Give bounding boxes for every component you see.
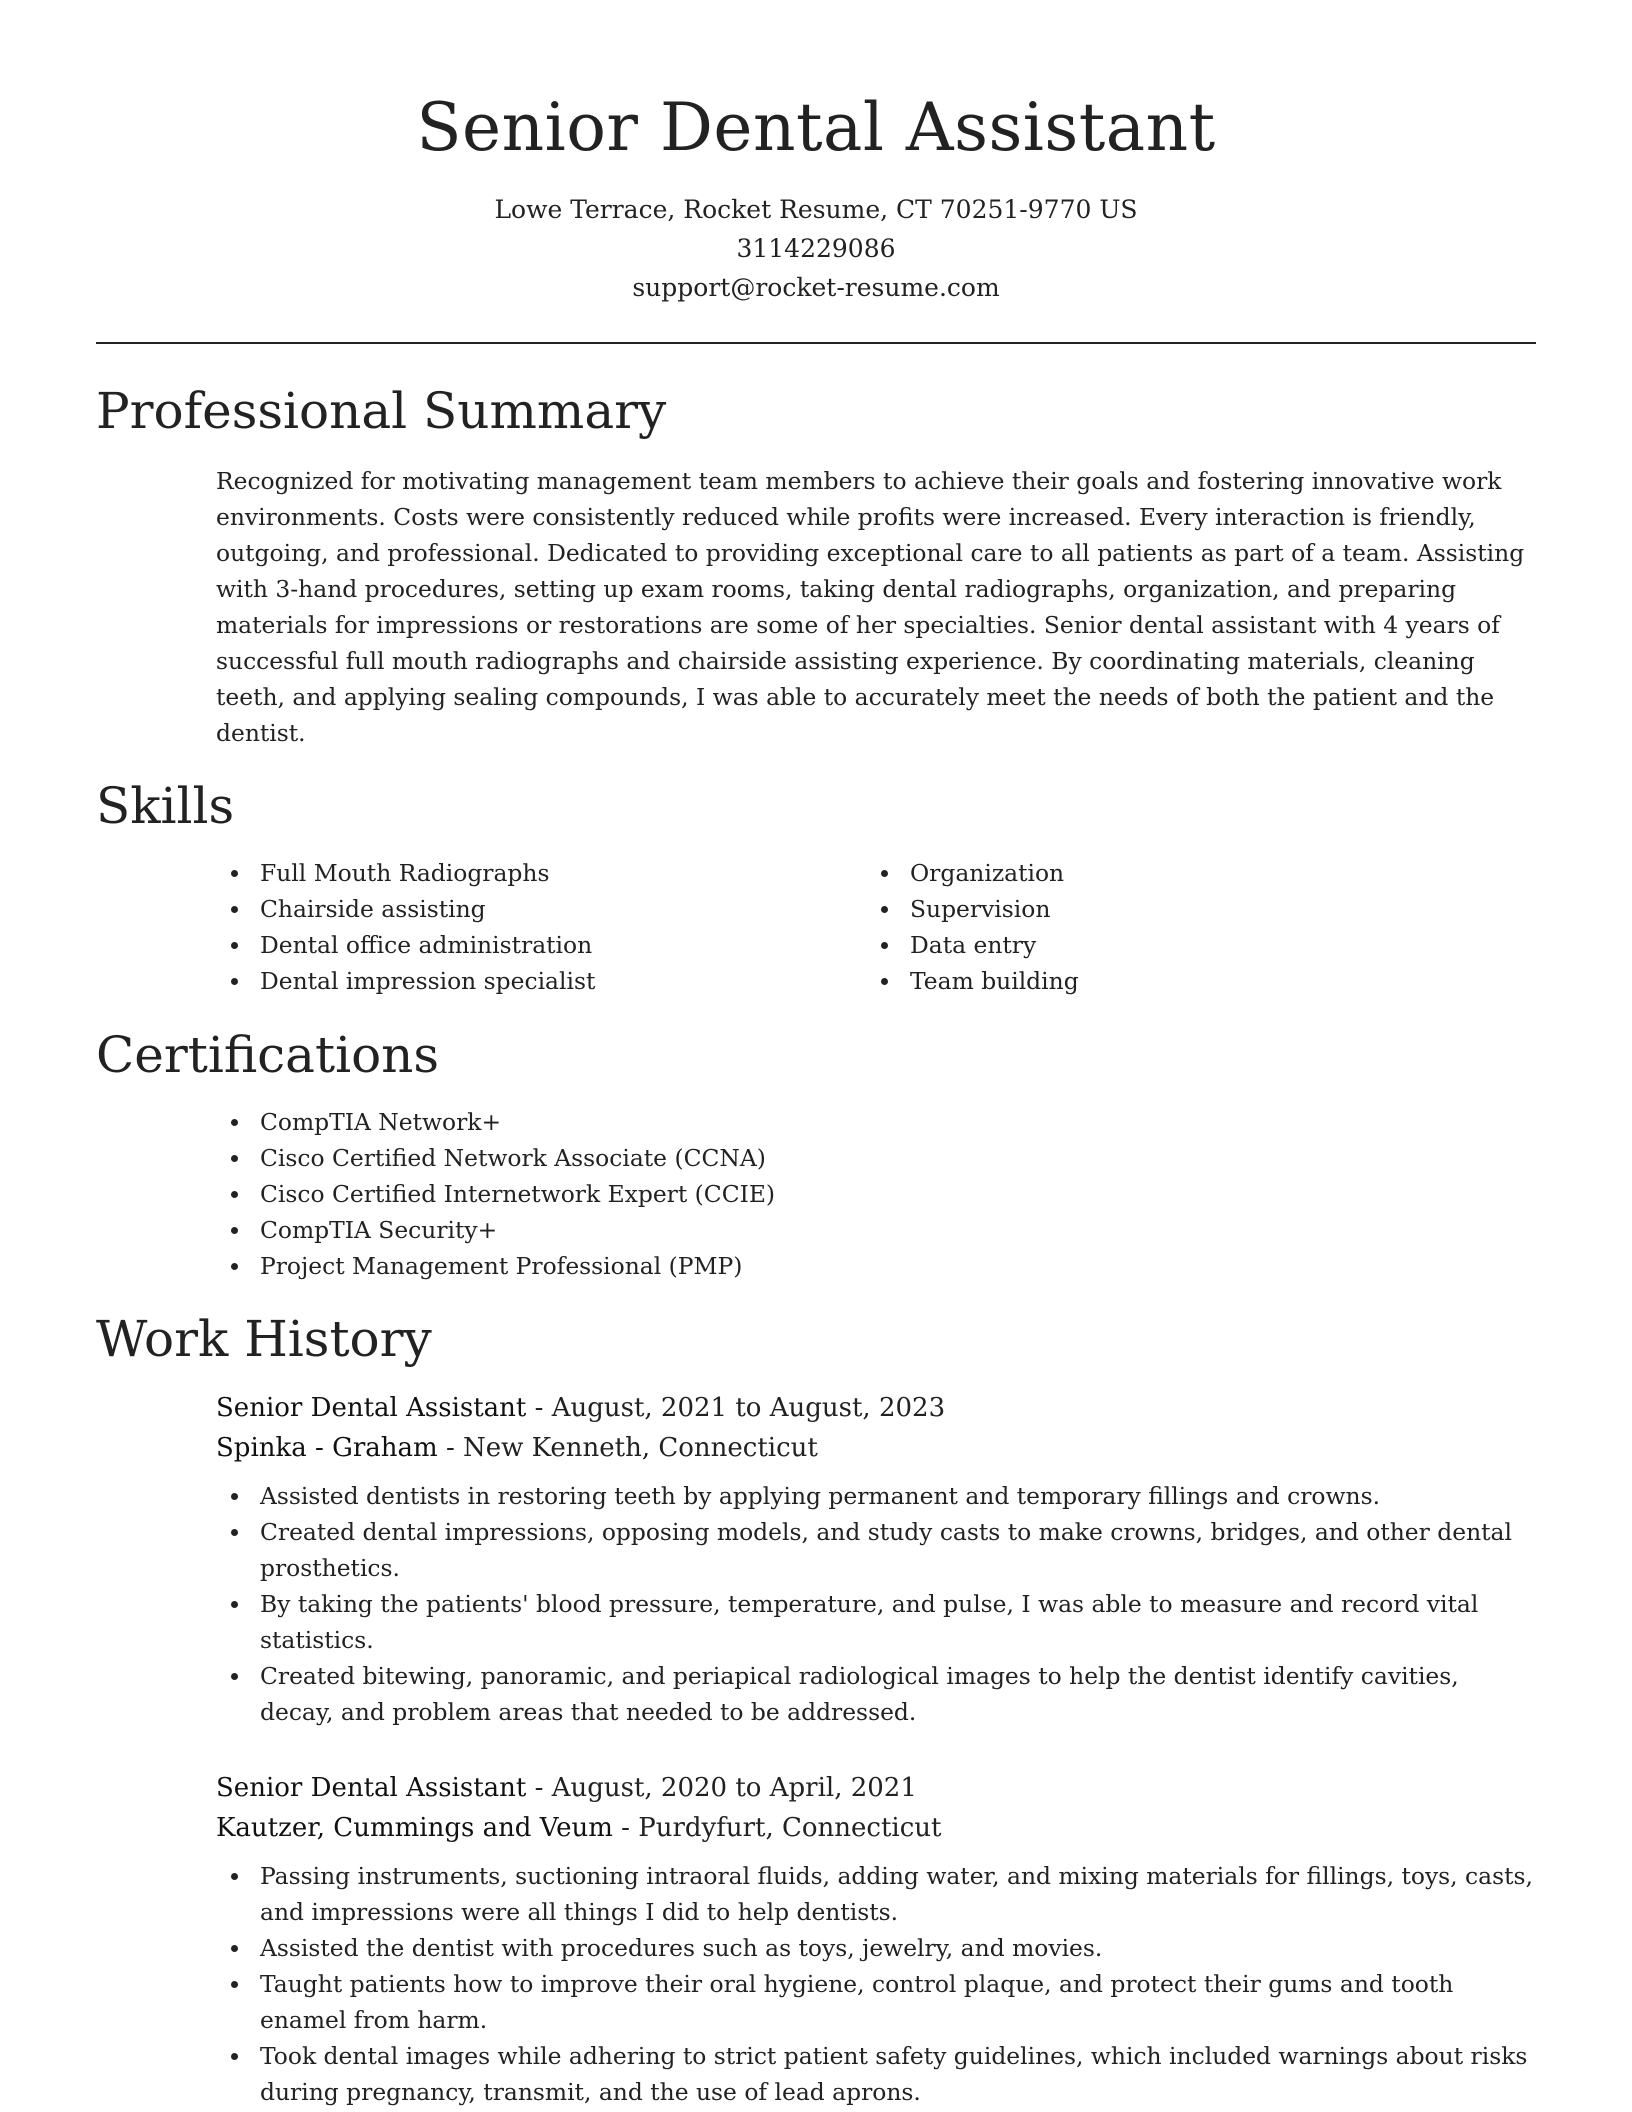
skill-item: Full Mouth Radiographs [216,855,816,891]
job-duty: Created dental impressions, opposing models, and study casts to make crowns, bridges, and other dental prosthetics. [216,1514,1536,1586]
skill-item: Chairside assisting [216,891,816,927]
job-location: - Purdyfurt, Connecticut [612,1813,942,1843]
job-position: Senior Dental Assistant [216,1773,527,1803]
skills-list-right [866,855,1466,999]
certification-item: CompTIA Network+ [216,1104,1536,1140]
summary-heading: Professional Summary [96,382,667,440]
job-title-line [216,1388,1536,1428]
job-company: Kautzer, Cummings and Veum [216,1813,613,1843]
job-location: - New Kenneth, Connecticut [437,1433,818,1463]
certification-item: Project Management Professional (PMP) [216,1248,1536,1284]
job-duty: Took dental images while adhering to strict patient safety guidelines, which included warnings about risks during pregnancy, transmit, and the use of lead aprons. [216,2038,1536,2110]
certification-item: CompTIA Security+ [216,1212,1536,1248]
summary-text: Recognized for motivating management team members to achieve their goals and fostering innovative work environments. Costs were consistently reduced while profits were increased. Every interaction is friendly, outgoing, and professional. Dedicated to providing exceptional care to all patients as part of a team. Assisting with 3-hand procedures, setting up exam rooms, taking dental radiographs, organization, and preparing materials for impressions or restorations are some of her specialties. Senior dental assistant with 4 years of successful full mouth radiographs and chairside assisting experience. By coordinating materials, cleaning teeth, and applying sealing compounds, I was able to accurately meet the needs of both the patient and the dentist. [216,467,1525,747]
job-duty: Taught patients how to improve their oral hygiene, control plaque, and protect their gums and tooth enamel from harm. [216,1966,1536,2038]
job-entry [216,1768,1536,2110]
skills-column-left [216,855,816,999]
skill-item: Data entry [866,927,1466,963]
skill-item: Team building [866,963,1466,999]
skills-heading: Skills [96,777,235,835]
skill-item: Supervision [866,891,1466,927]
resume-header [0,0,1632,307]
header-divider [96,342,1536,344]
job-title-line [216,1768,1536,1808]
certification-item: Cisco Certified Internetwork Expert (CCIE) [216,1176,1536,1212]
skills-column-right [866,855,1466,999]
job-duty: Passing instruments, suctioning intraoral fluids, adding water, and mixing materials for fillings, toys, casts, and impressions were all things I did to help dentists. [216,1858,1536,1930]
job-company-line [216,1808,1536,1848]
candidate-name: Senior Dental Assistant [416,89,1216,166]
skill-item: Dental impression specialist [216,963,816,999]
job-dates: - August, 2020 to April, 2021 [526,1773,917,1803]
work-history-heading: Work History [96,1310,432,1368]
contact-email: support@rocket-resume.com [632,273,1000,302]
job-duty: Assisted the dentist with procedures such as toys, jewelry, and movies. [216,1930,1536,1966]
job-duties-list [216,1858,1536,2110]
job-entry [216,1388,1536,1730]
contact-phone: 3114229086 [736,234,896,263]
job-company: Spinka - Graham [216,1433,438,1463]
certifications-heading: Certifications [96,1026,440,1084]
job-duty: Assisted dentists in restoring teeth by applying permanent and temporary fillings and crowns. [216,1478,1536,1514]
certifications-block [216,1104,1536,1284]
job-duty: By taking the patients' blood pressure, temperature, and pulse, I was able to measure and record vital statistics. [216,1586,1536,1658]
skill-item: Organization [866,855,1466,891]
contact-address: Lowe Terrace, Rocket Resume, CT 70251-9770 US [494,195,1138,224]
skills-list-left [216,855,816,999]
certification-item: Cisco Certified Network Associate (CCNA) [216,1140,1536,1176]
certifications-list [216,1104,1536,1284]
job-position: Senior Dental Assistant [216,1393,527,1423]
contact-info [0,190,1632,307]
skill-item: Dental office administration [216,927,816,963]
job-dates: - August, 2021 to August, 2023 [526,1393,946,1423]
job-company-line [216,1428,1536,1468]
job-duty: Created bitewing, panoramic, and periapical radiological images to help the dentist identify cavities, decay, and problem areas that needed to be addressed. [216,1658,1536,1730]
job-duties-list [216,1478,1536,1730]
